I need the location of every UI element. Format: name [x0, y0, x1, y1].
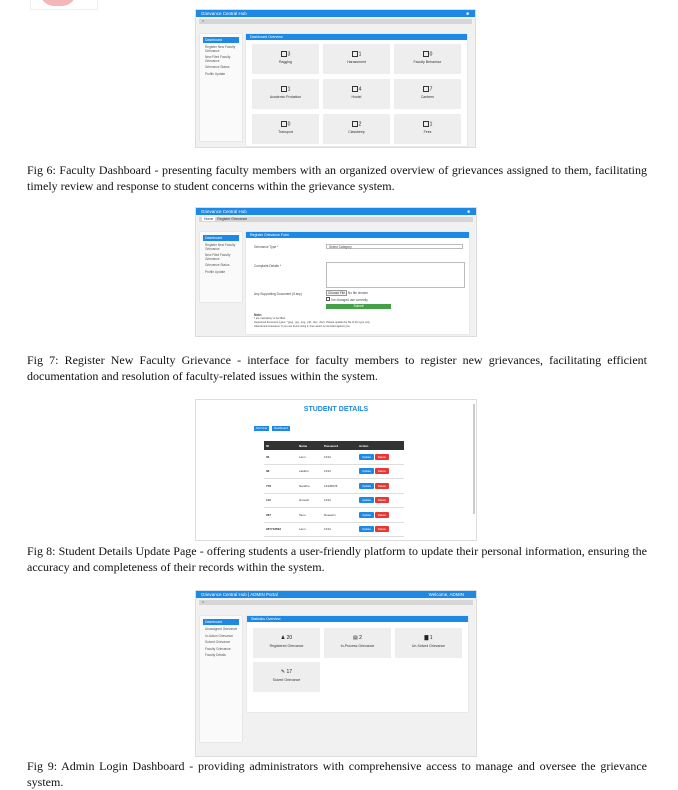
fig7-title-bar: Grievance Central Hub ■: [196, 208, 476, 215]
sidebar-item-faculty-grievance[interactable]: Faculty Grievance: [205, 646, 231, 651]
cell-name: Himesh: [297, 493, 322, 508]
fig9-sidebar: [200, 616, 242, 742]
stat-count: 17: [286, 669, 293, 675]
stat-label: Hostel: [351, 95, 362, 100]
col-name: Name: [297, 441, 322, 450]
confirm-checkbox[interactable]: [326, 297, 368, 302]
note-title: Note:: [254, 313, 263, 317]
cell-password: 1234: [322, 522, 357, 537]
stat-icon: [281, 86, 287, 92]
cell-id: 112: [264, 493, 297, 508]
note-3: Abandoned Grievance: If you are found using it, then action is intended against you.: [254, 325, 351, 328]
stat-icon: [281, 121, 287, 127]
grievance-type-select[interactable]: Select Category: [326, 244, 463, 249]
cell-password: Rosewin: [322, 508, 357, 523]
stat-card: [252, 79, 319, 109]
table-row: [264, 493, 404, 508]
cell-name: Lavn: [297, 522, 322, 537]
stat-label: Transport: [278, 130, 293, 135]
cell-name: Lakkhu: [297, 464, 322, 479]
fig9-home-bar: [199, 600, 473, 605]
stat-card: [252, 44, 319, 74]
sidebar-item-dashboard[interactable]: Dashboard: [203, 37, 239, 43]
stat-icon: [352, 86, 358, 92]
fig6-main-panel: [246, 34, 467, 146]
stat-card: [253, 628, 320, 658]
cell-name: Tanu: [297, 508, 322, 523]
update-button[interactable]: Update: [359, 526, 374, 532]
add-user-button[interactable]: Add User: [255, 426, 268, 430]
stat-label: Solved Grievance: [272, 678, 301, 682]
table-row: [264, 450, 404, 464]
cell-password: 12345678: [322, 479, 357, 494]
sidebar-item-dashboard[interactable]: Dashboard: [203, 235, 239, 241]
sidebar-item-profile[interactable]: Profile Update: [205, 269, 226, 274]
stat-card: [253, 662, 320, 692]
panel-title: Dashboard Overview: [246, 34, 467, 40]
file-input[interactable]: [326, 291, 368, 295]
cell-password: 1234: [322, 464, 357, 479]
complaint-details-textarea[interactable]: [326, 262, 465, 288]
stat-count: 0: [429, 51, 433, 58]
welcome-text: Welcome, ADMIN: [428, 592, 464, 597]
sidebar-item-new-filed[interactable]: New Filed Faculty Grievance: [205, 253, 231, 261]
sidebar-item-status[interactable]: Grievance Status: [205, 263, 230, 268]
sidebar-item-register[interactable]: Register New Faculty Grievance: [205, 243, 236, 251]
cell-password: 1234: [322, 450, 357, 464]
file-status: No file chosen: [347, 291, 369, 295]
stat-label: Faculty Behaviour: [413, 60, 442, 65]
supporting-doc-label: Any Supporting Document (if any): [254, 292, 302, 296]
stat-card: [394, 114, 461, 144]
stat-label: Fees: [423, 130, 432, 135]
sidebar-item-in-action[interactable]: In-Action Grievance: [205, 633, 233, 638]
table-row: [264, 537, 404, 541]
col-action: Action: [357, 441, 404, 450]
sidebar-item-status[interactable]: Grievance Status: [205, 65, 230, 70]
stat-count: 1: [287, 86, 291, 93]
fig8-screenshot: [196, 400, 476, 540]
update-button[interactable]: Update: [359, 468, 374, 474]
fig8-caption: Fig 8: Student Details Update Page - offering students a user-friendly platform to update their personal information, ensuring the accuracy and completeness of their records within the system.: [27, 544, 647, 574]
checkbox-label: I've changed use correctly: [330, 298, 368, 302]
table-row: [264, 508, 404, 523]
breadcrumb-home[interactable]: Home: [204, 217, 214, 221]
fig7-caption: Fig 7: Register New Faculty Grievance - interface for faculty members to register new grievances, facilitating efficient documentation and resolution of faculty-related issues within the system.: [27, 353, 647, 383]
cell-id: 287718662: [264, 522, 297, 537]
document-icon: ▤: [353, 635, 358, 641]
fig7-form-panel: [246, 232, 469, 334]
cell-password: [322, 537, 357, 541]
stat-label: Academic Probation: [269, 95, 302, 100]
stat-count: 0: [287, 121, 291, 128]
update-button[interactable]: Update: [359, 454, 374, 460]
stat-count: 1: [429, 635, 433, 641]
dashboard-button[interactable]: Dashboard: [272, 426, 290, 431]
menu-icon[interactable]: ■: [467, 209, 470, 214]
cell-action: [357, 450, 404, 464]
stat-label: Ragging: [278, 60, 293, 65]
stat-icon: [352, 51, 358, 57]
note-1: * are mandatory to be filled.: [254, 317, 286, 320]
update-button[interactable]: Update: [359, 483, 374, 489]
fig7-screenshot: [196, 208, 476, 336]
menu-icon[interactable]: ■: [466, 11, 469, 16]
complaint-details-label: Complaint Details *: [254, 264, 282, 268]
sidebar-item-solved[interactable]: Solved Grievance: [205, 640, 231, 645]
sidebar-item-profile[interactable]: Profile Update: [205, 71, 226, 76]
cell-action: [357, 464, 404, 479]
breadcrumb-current: Register Grievance: [217, 217, 248, 221]
stat-count: 4: [358, 86, 362, 93]
fig6-home-bar: [199, 19, 472, 24]
choose-file-button[interactable]: Choose File: [328, 291, 346, 295]
grievance-type-label: Grievance Type *: [254, 245, 279, 249]
scrollbar[interactable]: [473, 404, 475, 514]
person-icon: ♟: [280, 635, 286, 641]
fig6-caption: Fig 6: Faculty Dashboard - presenting faculty members with an organized overview of grievances assigned to them, facilitating timely review and response to student concerns within the grievance system.: [27, 163, 647, 193]
table-row: [264, 464, 404, 479]
stat-card: [394, 79, 461, 109]
table-row: [264, 522, 404, 537]
stat-card: [323, 44, 390, 74]
cell-action: [357, 493, 404, 508]
fig6-title-bar: Grievance Central Hub ■: [196, 10, 475, 17]
student-table: [264, 441, 404, 540]
fig9-caption: Fig 9: Admin Login Dashboard - providing administrators with comprehensive access to manage and oversee the grievance system.: [27, 759, 647, 789]
stat-card: [395, 628, 462, 658]
stat-count: 20: [286, 635, 293, 641]
fig6-screenshot: [196, 10, 475, 147]
stat-icon: [352, 121, 358, 127]
col-id: ID: [264, 441, 297, 450]
chart-icon: ▇: [424, 635, 429, 641]
panel-title: Register Grievance Form: [246, 232, 469, 238]
cell-name: Lavn: [297, 450, 322, 464]
stat-card: [323, 114, 390, 144]
submit-button[interactable]: Submit: [326, 304, 391, 309]
stat-count: 2: [358, 121, 362, 128]
stat-card: [324, 628, 391, 658]
sidebar-item-unassigned[interactable]: Unassigned Grievance: [205, 627, 238, 631]
cell-password: 1234: [322, 493, 357, 508]
fig7-breadcrumb: [199, 217, 473, 222]
update-button[interactable]: Update: [359, 512, 374, 518]
pencil-icon: ✎: [280, 669, 286, 675]
sidebar-item-register[interactable]: Register New Faculty Grievance: [205, 45, 236, 53]
cell-id: 778: [264, 479, 297, 494]
cell-id: [264, 537, 297, 541]
stat-count: 1: [358, 51, 362, 58]
cell-action: [357, 508, 404, 523]
cell-name: Nandhu: [297, 479, 322, 494]
home-icon[interactable]: ⌂: [202, 600, 205, 604]
stat-label: Classbeep: [348, 130, 365, 135]
stat-label: Harassment: [347, 60, 366, 65]
stat-count: 2: [359, 635, 362, 641]
sidebar-item-new-filed[interactable]: New Filed Faculty Grievance: [205, 55, 231, 63]
cell-id: 96: [264, 450, 297, 464]
fig9-main-panel: [247, 616, 468, 712]
home-icon[interactable]: ⌂: [202, 19, 205, 23]
fig9-screenshot: [196, 591, 476, 756]
note-2: Supported document types: *.jpeg, .jpg, .png, .pdf, .doc, .docx. Please update the file of the type only.: [254, 321, 371, 324]
stat-card: [252, 114, 319, 144]
fig9-title-bar: Grievance Central Hub | ADMIN Portal Welcome, ADMIN: [196, 591, 476, 598]
stat-label: Un-Solved Grievance: [411, 644, 446, 648]
delete-button[interactable]: Delete: [375, 483, 389, 489]
stat-icon: [281, 51, 287, 57]
stat-icon: [423, 121, 429, 127]
stat-card: [323, 79, 390, 109]
stat-count: 7: [429, 86, 433, 93]
cell-action: [357, 537, 404, 541]
fig6-sidebar: [200, 34, 242, 141]
stat-count: 3: [287, 51, 291, 58]
cell-action: [357, 522, 404, 537]
panel-title: Statistics Overview: [247, 616, 468, 622]
sidebar-item-dashboard[interactable]: Dashboard: [203, 619, 239, 625]
stat-count: 1: [429, 121, 433, 128]
stat-label: In-Process Grievance: [340, 644, 375, 648]
delete-button[interactable]: Delete: [375, 526, 389, 532]
delete-button[interactable]: Delete: [375, 454, 389, 460]
cell-action: [357, 479, 404, 494]
delete-button[interactable]: Delete: [375, 512, 389, 518]
delete-button[interactable]: Delete: [375, 468, 389, 474]
table-row: [264, 479, 404, 494]
cell-id: 98: [264, 464, 297, 479]
cell-id: 287: [264, 508, 297, 523]
stat-card: [394, 44, 461, 74]
student-details-title: STUDENT DETAILS: [303, 406, 369, 413]
update-button[interactable]: Update: [359, 497, 374, 503]
col-password: Password: [322, 441, 357, 450]
cell-name: [297, 537, 322, 541]
delete-button[interactable]: Delete: [375, 497, 389, 503]
stat-icon: [423, 51, 429, 57]
stat-icon: [423, 86, 429, 92]
stat-label: Registered Grievance: [269, 644, 304, 648]
fig7-sidebar: [200, 232, 242, 302]
stat-label: Canteen: [420, 95, 435, 100]
sidebar-item-faculty-details[interactable]: Faculty Details: [205, 653, 226, 658]
